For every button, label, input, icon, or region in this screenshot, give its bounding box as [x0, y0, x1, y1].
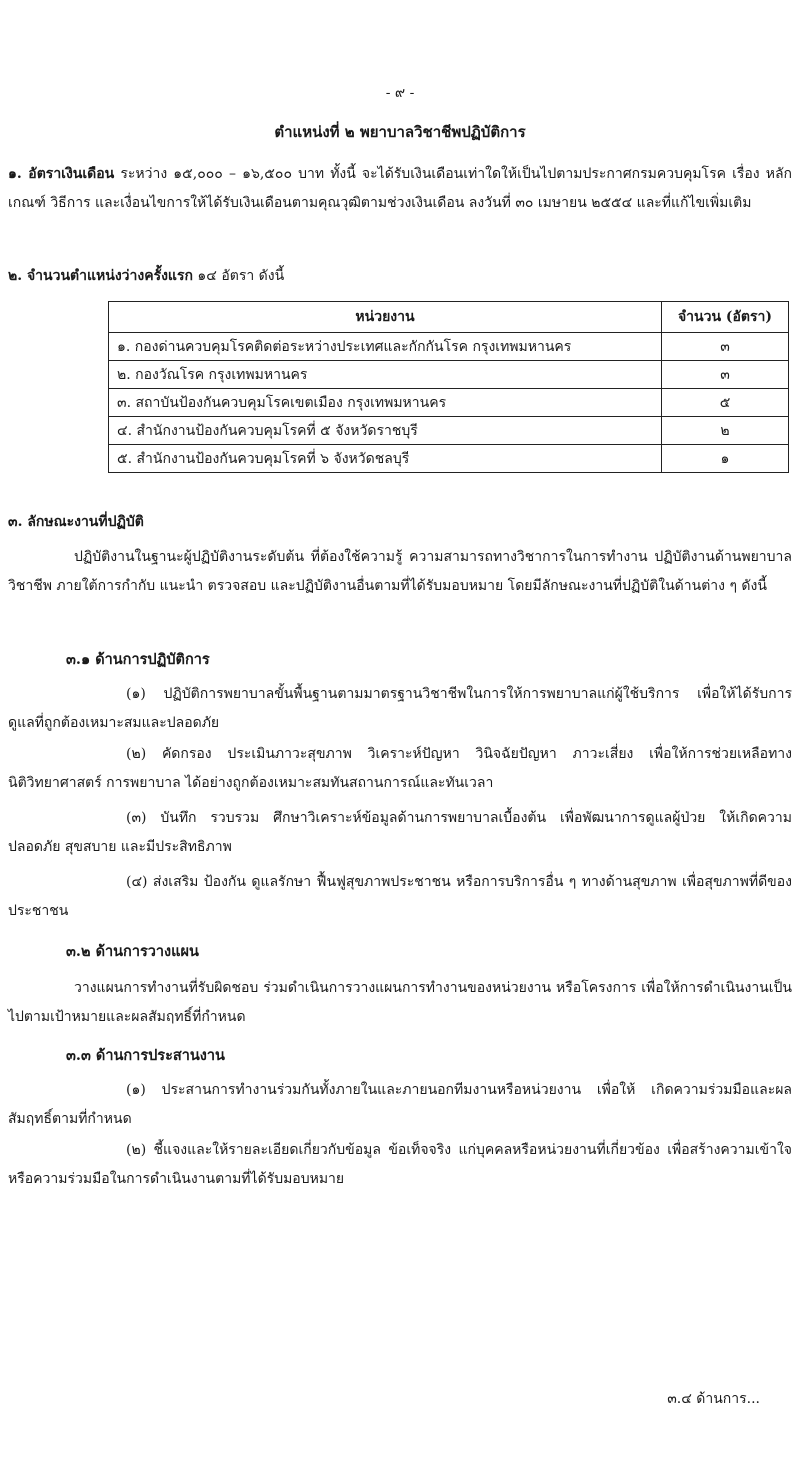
subsection-coordination-heading: ๓.๓ ด้านการประสานงาน — [66, 1047, 225, 1064]
page-title: ตำแหน่งที่ ๒ พยาบาลวิชาชีพปฏิบัติการ — [274, 123, 526, 141]
table-row — [109, 417, 789, 445]
coordination-item: (๑) ประสานการทำงานร่วมกันทั้งภายในและภายนอกทีมงานหรือหน่วยงาน เพื่อให้ เกิดความร่วมมือและผลสัมฤทธิ์ตามที่กำหนด — [8, 1082, 792, 1127]
unit-cell: ๓. สถาบันป้องกันควบคุมโรคเขตเมือง กรุงเทพมหานคร — [109, 389, 662, 417]
count-cell: ๒ — [662, 417, 789, 445]
salary-paragraph — [8, 160, 792, 218]
unit-cell: ๒. กองวัณโรค กรุงเทพมหานคร — [109, 361, 662, 389]
operations-item: (๓) บันทึก รวบรวม ศึกษาวิเคราะห์ข้อมูลด้านการพยาบาลเบื้องต้น เพื่อพัฒนาการดูแลผู้ป่วย ให้เกิดความปลอดภัย สุขสบาย และมีประสิทธิภาพ — [8, 810, 792, 855]
vacancy-heading: ๒. จำนวนตำแหน่งว่างครั้งแรก — [8, 268, 193, 284]
salary-heading: ๑. อัตราเงินเดือน — [8, 166, 115, 182]
unit-cell: ๔. สำนักงานป้องกันควบคุมโรคที่ ๕ จังหวัดราชบุรี — [109, 417, 662, 445]
continuation-footer: ๓.๔ ด้านการ... — [667, 1391, 760, 1407]
unit-cell: ๑. กองด่านควบคุมโรคติดต่อระหว่างประเทศและกักกันโรค กรุงเทพมหานคร — [109, 333, 662, 361]
vacancy-text: ๑๔ อัตรา ดังนี้ — [192, 268, 285, 284]
count-cell: ๑ — [662, 445, 789, 473]
count-cell: ๕ — [662, 389, 789, 417]
table-row — [109, 333, 789, 361]
duties-heading: ๓. ลักษณะงานที่ปฏิบัติ — [8, 514, 144, 530]
unit-cell: ๕. สำนักงานป้องกันควบคุมโรคที่ ๖ จังหวัดชลบุรี — [109, 445, 662, 473]
operations-item: (๔) ส่งเสริม ป้องกัน ดูแลรักษา ฟื้นฟูสุขภาพประชาชน หรือการบริการอื่น ๆ ทางด้านสุขภาพ เพื่อสุขภาพที่ดีของประชาชน — [8, 874, 792, 919]
operations-item: (๒) คัดกรอง ประเมินภาวะสุขภาพ วิเคราะห์ปัญหา วินิจฉัยปัญหา ภาวะเสี่ยง เพื่อให้การช่วยเหลือทางนิติวิทยาศาสตร์ การพยาบาล ได้อย่างถูกต้องเหมาะสมทันสถานการณ์และทันเวลา — [8, 746, 792, 791]
count-cell: ๓ — [662, 333, 789, 361]
operations-item: (๑) ปฏิบัติการพยาบาลขั้นพื้นฐานตามมาตรฐานวิชาชีพในการให้การพยาบาลแก่ผู้ใช้บริการ เพื่อให้ได้รับการดูแลที่ถูกต้องเหมาะสมและปลอดภัย — [8, 686, 792, 731]
column-header-unit: หน่วยงาน — [109, 302, 662, 333]
table-row — [109, 389, 789, 417]
page-number: - ๙ - — [385, 85, 415, 101]
coordination-item: (๒) ชี้แจงและให้รายละเอียดเกี่ยวกับข้อมูล ข้อเท็จจริง แก่บุคคลหรือหน่วยงานที่เกี่ยวข้อง เพื่อสร้างความเข้าใจหรือความร่วมมือในการดำเนินงานตามที่ได้รับมอบหมาย — [8, 1142, 792, 1187]
column-header-count: จำนวน (อัตรา) — [662, 302, 789, 333]
table-header-row — [109, 302, 789, 333]
subsection-operations-heading: ๓.๑ ด้านการปฏิบัติการ — [66, 651, 210, 668]
subsection-planning-heading: ๓.๒ ด้านการวางแผน — [66, 943, 199, 960]
table-row — [109, 361, 789, 389]
salary-text: ระหว่าง ๑๕,๐๐๐ – ๑๖,๕๐๐ บาท ทั้งนี้ จะได้รับเงินเดือนเท่าใดให้เป็นไปตามประกาศกรมควบคุมโรค เรื่อง หลักเกณฑ์ วิธีการ และเงื่อนไขการให้ได้รับเงินเดือนตามคุณวุฒิตามช่วงเงินเดือน ลงวันที่ ๓๐ เมษายน ๒๕๕๔ และที่แก้ไขเพิ่มเติม — [8, 166, 793, 211]
vacancy-table — [108, 301, 789, 473]
table-row — [109, 445, 789, 473]
vacancy-paragraph — [8, 262, 792, 291]
count-cell: ๓ — [662, 361, 789, 389]
planning-text: วางแผนการทำงานที่รับผิดชอบ ร่วมดำเนินการวางแผนการทำงานของหน่วยงาน หรือโครงการ เพื่อให้การดำเนินงานเป็นไปตามเป้าหมายและผลสัมฤทธิ์ที่กำหนด — [8, 980, 792, 1025]
duties-heading-block — [8, 508, 792, 537]
duties-intro: ปฏิบัติงานในฐานะผู้ปฏิบัติงานระดับต้น ที่ต้องใช้ความรู้ ความสามารถทางวิชาการในการทำงาน ปฏิบัติงานด้านพยาบาลวิชาชีพ ภายใต้การกำกับ แนะนำ ตรวจสอบ และปฏิบัติงานอื่นตามที่ได้รับมอบหมาย โดยมีลักษณะงานที่ปฏิบัติในด้านต่าง ๆ ดังนี้ — [8, 549, 792, 594]
